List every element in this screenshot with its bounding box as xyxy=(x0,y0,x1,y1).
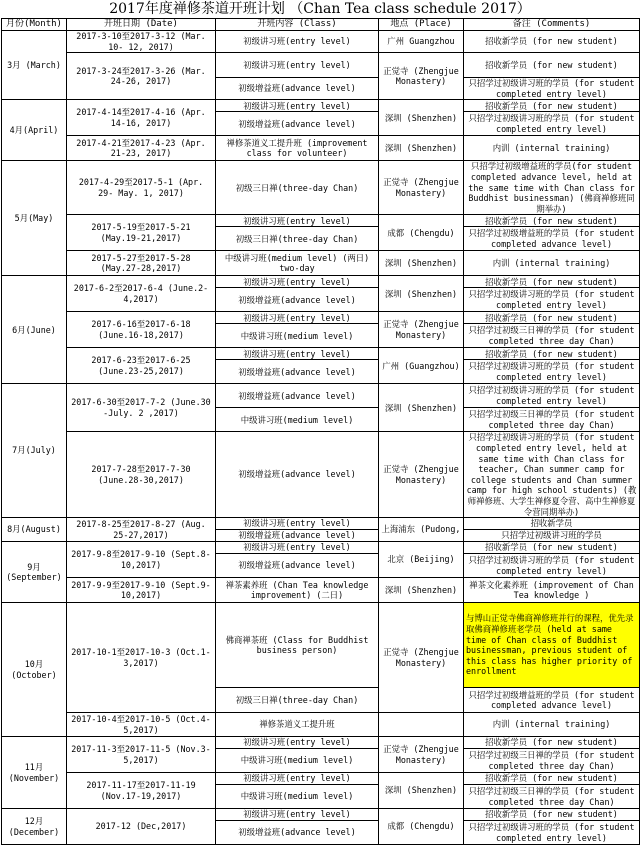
table-cell: 初级三日禅(three-day Chan) xyxy=(216,227,379,251)
table-cell: 2017-7-28至2017-7-30 (June.28-30,2017) xyxy=(67,432,216,518)
table-cell: 佛商禅茶班 (Class for Buddhist business person) xyxy=(216,603,379,688)
table-cell: 深圳 (Shenzhen) xyxy=(379,276,464,312)
table-cell: 只招学过初级讲习班的学员 (for student completed entry level) xyxy=(464,78,640,100)
table-cell: 初级增益班(advance level) xyxy=(216,78,379,100)
table-cell: 招收新学员 (for new student) xyxy=(464,215,640,227)
table-cell: 招收新学员 (for new student) xyxy=(464,809,640,821)
table-cell: 只招学过初级增益班的学员 (for student completed advance level) xyxy=(464,227,640,251)
table-cell: 2017-5-19至2017-5-21 (May.19-21,2017) xyxy=(67,215,216,251)
table-cell: 2017-11-17至2017-11-19 (Nov.17-19,2017) xyxy=(67,773,216,809)
table-row xyxy=(2,100,640,112)
table-cell: 初级讲习班(entry level) xyxy=(216,542,379,554)
table-cell: 2017-12 (Dec,2017) xyxy=(67,809,216,845)
table-cell: 中级讲习班(medium level) xyxy=(216,749,379,773)
table-cell: 招收新学员 (for new student) xyxy=(464,100,640,112)
table-cell: 2017-10-4至2017-10-5 (Oct.4-5,2017) xyxy=(67,713,216,737)
header-row xyxy=(2,19,640,31)
table-cell: 只招学过初级讲习班的学员 (for student completed entry level) xyxy=(464,554,640,578)
table-cell: 初级增益班(advance level) xyxy=(216,530,379,542)
schedule-body xyxy=(2,31,640,845)
table-cell: 只招学过初级三日禅的学员 (for student completed three day Chan) xyxy=(464,749,640,773)
table-cell: 招收新学员 (for new student) xyxy=(464,542,640,554)
schedule-title: 2017年度禅修茶道开班计划 （Chan Tea class schedule 2017） xyxy=(109,1,531,17)
header-date: 开班日期 (Date) xyxy=(67,19,216,31)
table-cell: 招收新学员 xyxy=(464,518,640,530)
table-cell: 初级增益班(advance level) xyxy=(216,288,379,312)
table-cell: 内训 (internal training) xyxy=(464,713,640,737)
table-cell: 招收新学员 (for new student) xyxy=(464,53,640,78)
table-row xyxy=(2,773,640,785)
table-cell: 只招学过初级讲习班的学员 (for student completed entry level) xyxy=(464,112,640,136)
table-row xyxy=(2,713,640,737)
table-cell: 8月(August) xyxy=(2,518,67,542)
table-row xyxy=(2,603,640,688)
table-row xyxy=(2,384,640,408)
table-row xyxy=(2,136,640,161)
table-row xyxy=(2,737,640,749)
table-cell: 深圳 (Shenzhen) xyxy=(379,100,464,136)
table-cell: 招收新学员 (for new student) xyxy=(464,737,640,749)
table-cell: 2017-3-10至2017-3-12 (Mar. 10- 12, 2017) xyxy=(67,31,216,53)
table-cell: 2017-6-30至2017-7-2 (June.30 -July. 2 ,2017) xyxy=(67,384,216,432)
table-row xyxy=(2,578,640,603)
table-row xyxy=(2,215,640,227)
table-cell: 禅茶素养班 (Chan Tea knowledge improvement) (二日) xyxy=(216,578,379,603)
table-cell: 初级三日禅(three-day Chan) xyxy=(216,161,379,215)
table-cell: 深圳 (Shenzhen) xyxy=(379,136,464,161)
table-cell: 初级讲习班(entry level) xyxy=(216,312,379,324)
table-cell: 初级增益班(advance level) xyxy=(216,384,379,408)
table-cell: 正觉寺 (Zhengjue Monastery) xyxy=(379,603,464,713)
table-cell: 只招学过初级讲习班的学员 (for student completed entry level) xyxy=(464,384,640,408)
table-cell: 初级讲习班(entry level) xyxy=(216,100,379,112)
table-cell: 2017-10-1至2017-10-3 (Oct.1-3,2017) xyxy=(67,603,216,713)
table-cell: 中级讲习班(medium level) xyxy=(216,324,379,348)
table-cell: 中级讲习班(medium level) (两日) two-day xyxy=(216,251,379,276)
table-cell: 深圳 (Shenzhen) xyxy=(379,384,464,432)
table-cell: 深圳 (Shenzhen) xyxy=(379,773,464,809)
table-cell: 2017-5-27至2017-5-28 (May.27-28,2017) xyxy=(67,251,216,276)
table-cell: 广州 Guangzhou xyxy=(379,31,464,53)
table-cell: 2017-4-29至2017-5-1 (Apr. 29- May. 1, 2017) xyxy=(67,161,216,215)
table-cell: 5月(May) xyxy=(2,161,67,276)
table-cell: 只招学过初级增益班的学员 (for student completed advance level) xyxy=(464,688,640,713)
table-row xyxy=(2,312,640,324)
table-cell: 初级增益班(advance level) xyxy=(216,821,379,845)
table-cell: 2017-9-8至2017-9-10 (Sept.8-10,2017) xyxy=(67,542,216,578)
table-cell: 招收新学员 (for new student) xyxy=(464,773,640,785)
table-cell: 正觉寺 (Zhengjue Monastery) xyxy=(379,161,464,215)
table-cell: 正觉寺 (Zhengjue Monastery) xyxy=(379,312,464,348)
table-cell: 禅修茶道义工提升班 xyxy=(216,713,379,737)
table-cell: 只招学过初级增益班的学员(for student completed advance level, held at the same time with Chan class for Buddhist businessman) (佛商禅修班同期举办) xyxy=(464,161,640,215)
table-cell: 初级增益班(advance level) xyxy=(216,432,379,518)
table-cell: 2017-11-3至2017-11-5 (Nov.3-5,2017) xyxy=(67,737,216,773)
header-month: 月份(Month) xyxy=(2,19,67,31)
table-cell: 成都 (Chengdu) xyxy=(379,215,464,251)
table-row xyxy=(2,542,640,554)
table-cell: 2017-9-9至2017-9-10 (Sept.9-10,2017) xyxy=(67,578,216,603)
table-cell: 2017-8-25至2017-8-27 (Aug. 25-27,2017) xyxy=(67,518,216,542)
table-cell: 只招学过初级三日禅的学员 (for student completed three day Chan) xyxy=(464,324,640,348)
table-row xyxy=(2,31,640,53)
table-row xyxy=(2,53,640,78)
table-row xyxy=(2,432,640,518)
table-cell: 2017-4-21至2017-4-23 (Apr. 21-23, 2017) xyxy=(67,136,216,161)
table-cell: 2017-4-14至2017-4-16 (Apr. 14-16, 2017) xyxy=(67,100,216,136)
table-cell: 禅茶文化素养班 (improvement of Chan Tea knowledge ) xyxy=(464,578,640,603)
table-cell: 初级增益班(advance level) xyxy=(216,554,379,578)
header-comments: 备注 (Comments) xyxy=(464,19,640,31)
table-cell: 招收新学员 (for new student) xyxy=(464,276,640,288)
table-cell: 正觉寺 (Zhengjue Monastery) xyxy=(379,432,464,518)
table-cell: 初级讲习班(entry level) xyxy=(216,53,379,78)
table-row xyxy=(2,276,640,288)
table-cell: 招收新学员 (for new student) xyxy=(464,31,640,53)
table-cell: 只招学过初级三日禅的学员 (for student completed three day Chan) xyxy=(464,408,640,432)
table-cell: 7月(July) xyxy=(2,384,67,518)
table-cell: 3月 (March) xyxy=(2,31,67,100)
table-cell: 中级讲习班(medium level) xyxy=(216,408,379,432)
table-cell: 11月(November) xyxy=(2,737,67,809)
table-cell: 4月(April) xyxy=(2,100,67,161)
table-cell: 正觉寺 (Zhengjue Monastery) xyxy=(379,737,464,773)
table-cell: 中级讲习班(medium level) xyxy=(216,785,379,809)
header-place: 地点 (Place) xyxy=(379,19,464,31)
table-cell: 只招学过初级三日禅的学员 (for student completed three day Chan) xyxy=(464,785,640,809)
table-cell: 初级讲习班(entry level) xyxy=(216,348,379,360)
table-cell: 招收新学员 (for new student) xyxy=(464,348,640,360)
table-cell: 禅修茶道义工提升班 (improvement class for volunteer) xyxy=(216,136,379,161)
table-cell: 10月(October) xyxy=(2,603,67,737)
table-cell: 深圳 (Shenzhen) xyxy=(379,251,464,276)
table-cell: 初级讲习班(entry level) xyxy=(216,215,379,227)
table-cell: 内训 (internal training) xyxy=(464,136,640,161)
table-cell: 只招学过初级讲习班的学员 (for student completed entry level) xyxy=(464,821,640,845)
table-cell: 成都 (Chengdu) xyxy=(379,809,464,845)
table-cell: 初级讲习班(entry level) xyxy=(216,276,379,288)
table-cell: 初级增益班(advance level) xyxy=(216,360,379,384)
table-cell xyxy=(379,713,464,737)
table-row xyxy=(2,348,640,360)
table-cell: 9月(September) xyxy=(2,542,67,603)
table-cell: 初级讲习班(entry level) xyxy=(216,518,379,530)
table-cell: 招收新学员 (for new student) xyxy=(464,312,640,324)
table-cell: 12月 (December) xyxy=(2,809,67,845)
table-cell: 只招学过初级讲习班的学员 (for student completed entry level) xyxy=(464,360,640,384)
table-cell: 北京 (Beijing) xyxy=(379,542,464,578)
table-cell: 只招学过初级讲习班的学员 (for student completed entry level) xyxy=(464,288,640,312)
table-cell: 初级三日禅(three-day Chan) xyxy=(216,688,379,713)
table-cell: 初级讲习班(entry level) xyxy=(216,773,379,785)
table-cell: 上海浦东 (Pudong, xyxy=(379,518,464,542)
table-cell: 2017-6-23至2017-6-25 (June.23-25,2017) xyxy=(67,348,216,384)
table-cell: 2017-6-2至2017-6-4 (June.2-4,2017) xyxy=(67,276,216,312)
table-cell: 只招学过初级讲习班的学员 xyxy=(464,530,640,542)
table-cell: 6月(June) xyxy=(2,276,67,384)
table-row xyxy=(2,161,640,215)
table-cell: 2017-3-24至2017-3-26 (Mar. 24-26, 2017) xyxy=(67,53,216,100)
header-class: 开班内容 (Class) xyxy=(216,19,379,31)
table-cell: 深圳 (Shenzhen) xyxy=(379,578,464,603)
table-cell: 广州 (Guangzhou) xyxy=(379,348,464,384)
table-row xyxy=(2,251,640,276)
schedule-table xyxy=(1,18,640,845)
table-cell: 初级增益班(advance level) xyxy=(216,112,379,136)
table-row xyxy=(2,518,640,530)
table-cell: 正觉寺 (Zhengjue Monastery) xyxy=(379,53,464,100)
table-cell: 内训 (internal training) xyxy=(464,251,640,276)
table-row xyxy=(2,809,640,821)
table-cell: 2017-6-16至2017-6-18 (June.16-18,2017) xyxy=(67,312,216,348)
table-cell: 与博山正觉寺佛商禅修班并行的课程，优先录取佛商禅修班老学员 (held at same time of Chan class of Buddhist businessman, previous student of this class has higher priority of enrollment xyxy=(464,603,640,688)
table-cell: 初级讲习班(entry level) xyxy=(216,737,379,749)
table-cell: 只招学过初级讲习班的学员 (for student completed entry level, held at same time with Chan class for teacher, Chan summer camp for college students and Chan summer camp for high school students) (教师禅修班、大学生禅修夏令营、高中生禅修夏令营同期举办) xyxy=(464,432,640,518)
table-cell: 初级讲习班(entry level) xyxy=(216,809,379,821)
table-cell: 初级讲习班(entry level) xyxy=(216,31,379,53)
